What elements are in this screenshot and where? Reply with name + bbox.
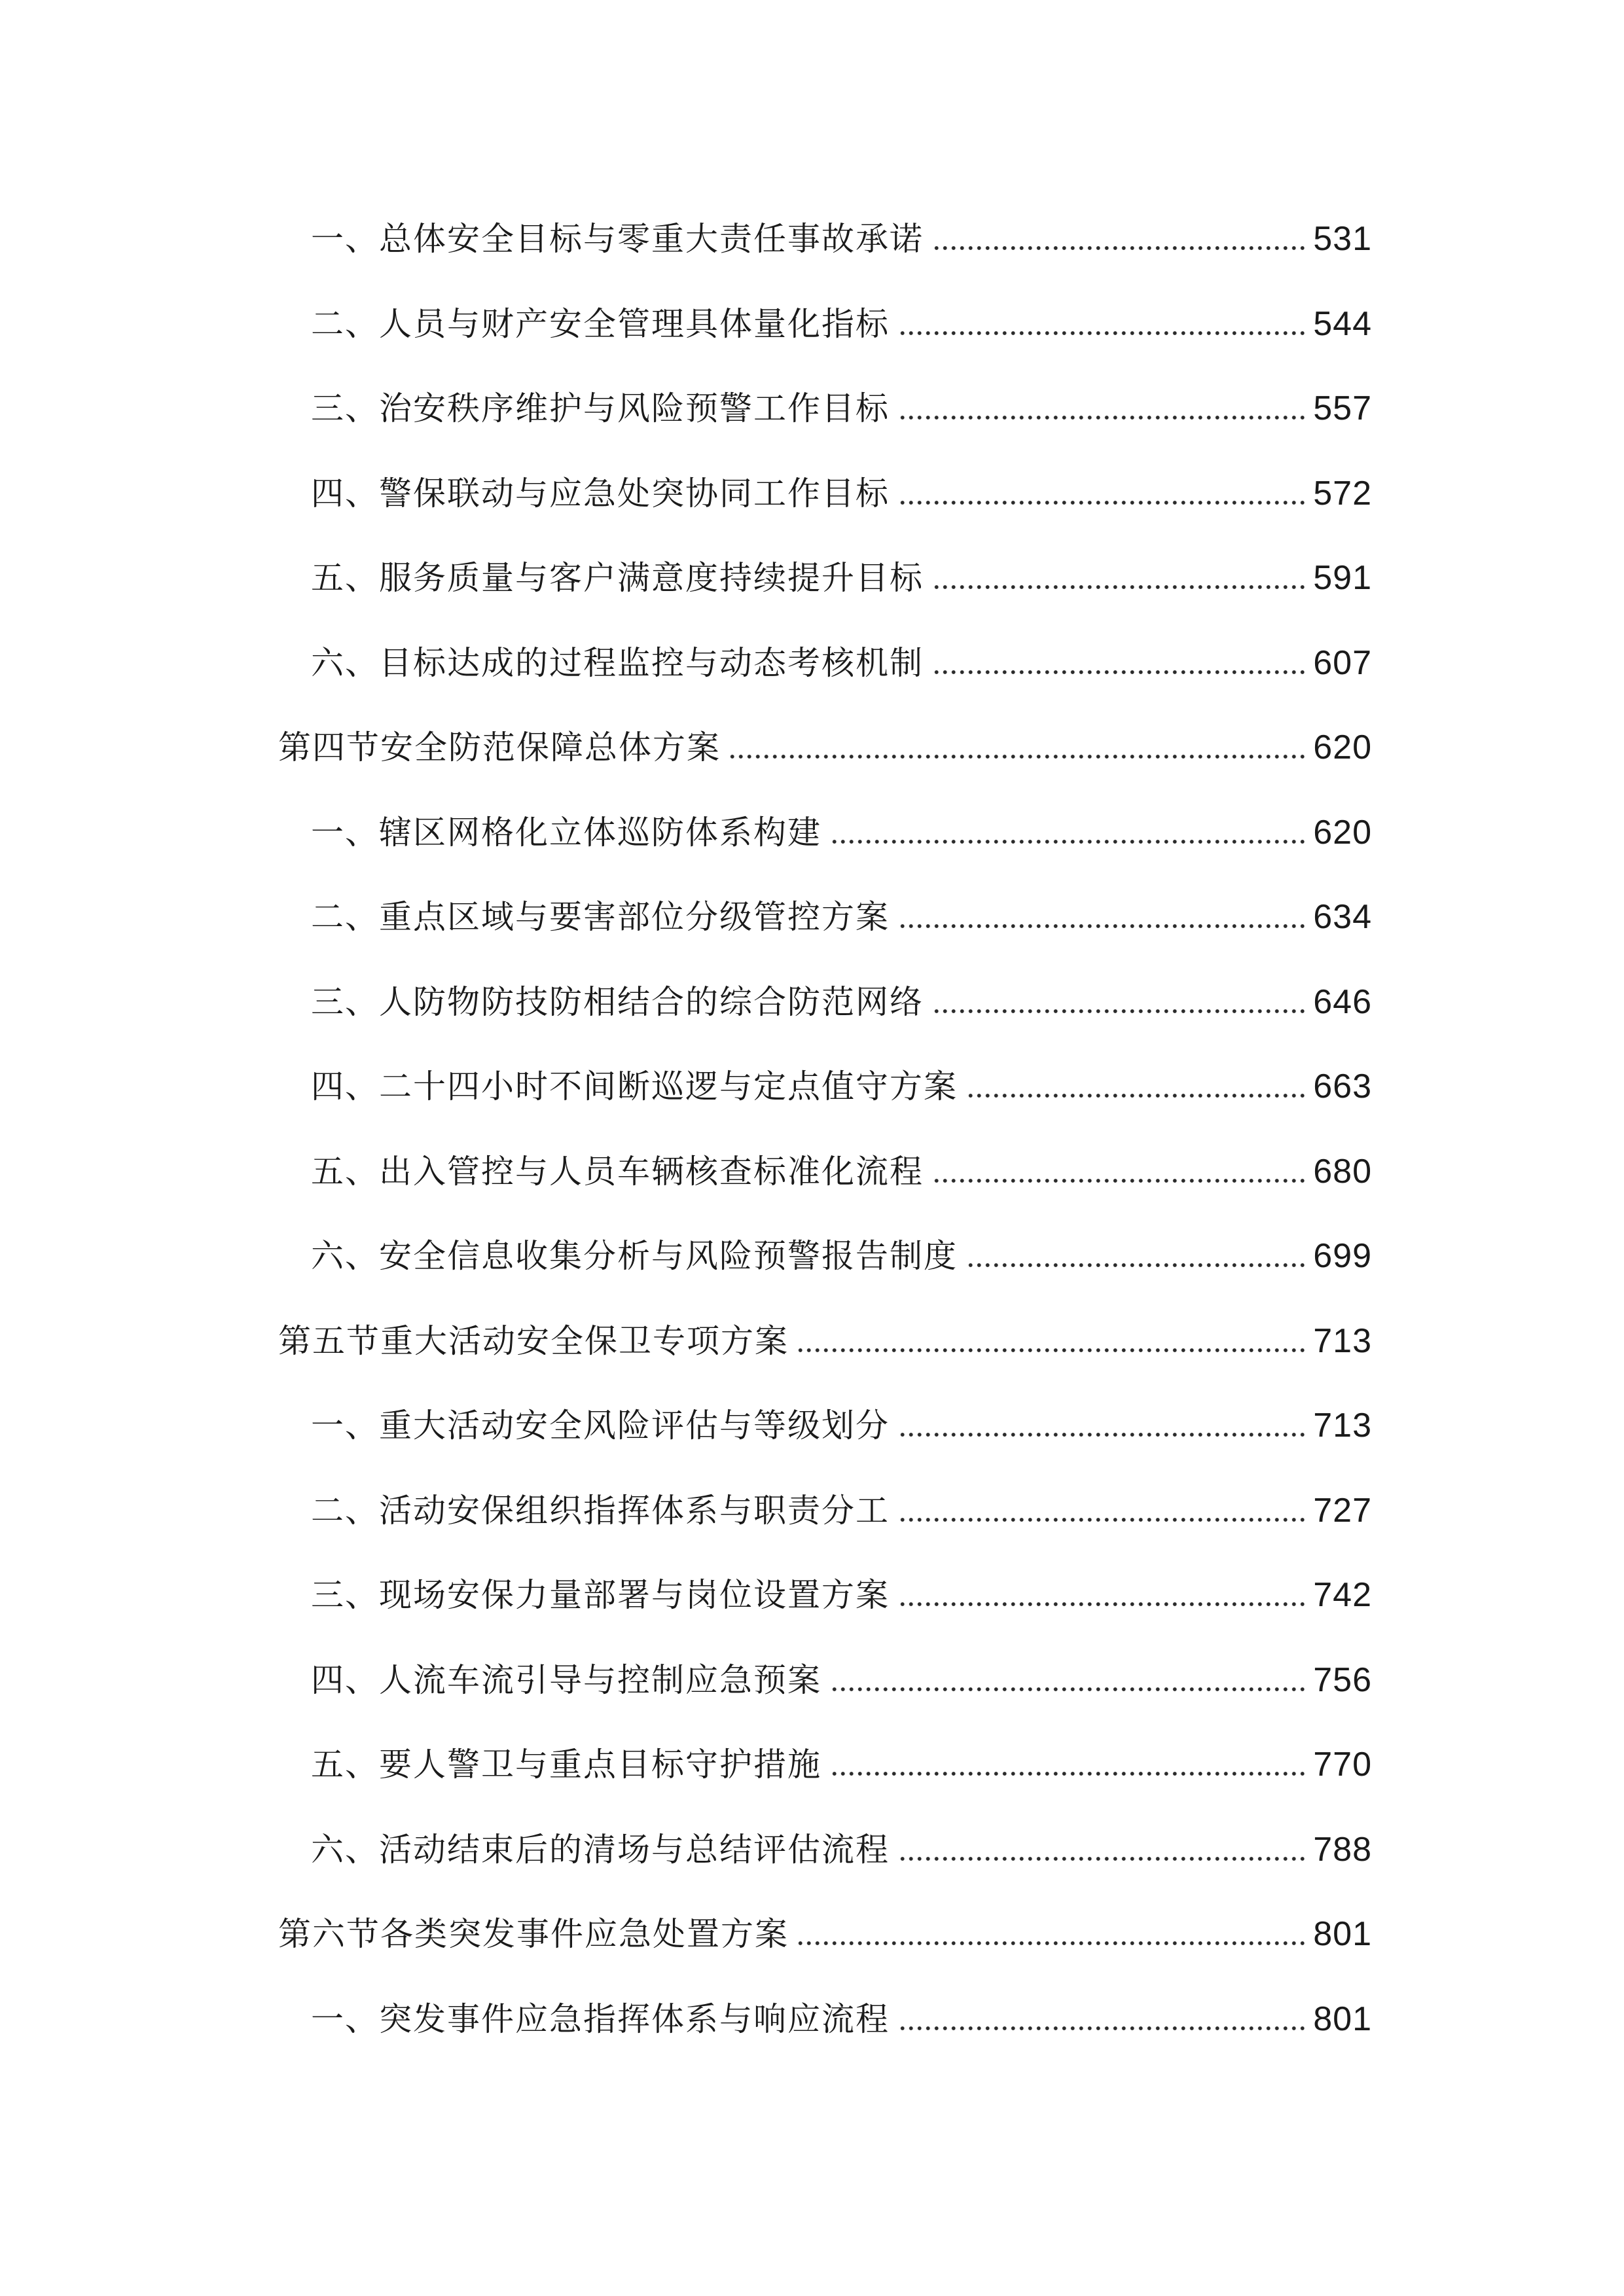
toc-entry-title: 二、重点区域与要害部位分级管控方案 xyxy=(311,898,890,936)
toc-entry[interactable] xyxy=(311,976,1372,1028)
toc-dot-leader xyxy=(933,670,1307,674)
toc-dot-leader xyxy=(933,585,1307,589)
toc-section-title: 第四节安全防范保障总体方案 xyxy=(278,728,721,766)
toc-entry-title: 一、重大活动安全风险评估与等级划分 xyxy=(311,1407,890,1444)
toc-entry[interactable] xyxy=(311,298,1372,350)
toc-entry[interactable] xyxy=(311,1484,1372,1537)
toc-page-number: 544 xyxy=(1313,305,1372,343)
toc-entry[interactable] xyxy=(311,467,1372,520)
toc-entry[interactable] xyxy=(311,1230,1372,1282)
toc-dot-leader xyxy=(967,1094,1307,1098)
toc-page-number: 801 xyxy=(1313,1915,1372,1953)
toc-entry-title: 五、要人警卫与重点目标守护措施 xyxy=(311,1746,821,1784)
toc-page-number: 742 xyxy=(1313,1576,1372,1614)
toc-entry[interactable] xyxy=(311,1145,1372,1198)
toc-section-title: 第五节重大活动安全保卫专项方案 xyxy=(278,1322,789,1360)
toc-page-number: 634 xyxy=(1313,898,1372,936)
toc-entry[interactable] xyxy=(311,213,1372,265)
toc-page-number: 531 xyxy=(1313,220,1372,258)
toc-entry[interactable] xyxy=(311,552,1372,604)
toc-entry[interactable] xyxy=(311,1738,1372,1791)
toc-entry-title: 四、警保联动与应急处突协同工作目标 xyxy=(311,475,890,512)
toc-entry[interactable] xyxy=(311,1823,1372,1876)
toc-section-entry[interactable] xyxy=(278,1908,1372,1960)
toc-dot-leader xyxy=(899,2026,1307,2030)
toc-page-number: 680 xyxy=(1313,1153,1372,1191)
toc-page-number: 572 xyxy=(1313,475,1372,512)
toc-dot-leader xyxy=(899,1857,1307,1861)
toc-page-number: 801 xyxy=(1313,2000,1372,2038)
toc-dot-leader xyxy=(899,501,1307,505)
toc-dot-leader xyxy=(798,1941,1307,1945)
toc-section-entry[interactable] xyxy=(278,1315,1372,1367)
toc-page-number: 713 xyxy=(1313,1407,1372,1444)
toc-entry[interactable] xyxy=(311,806,1372,859)
toc-entry[interactable] xyxy=(311,1569,1372,1621)
toc-dot-leader xyxy=(899,416,1307,420)
toc-dot-leader xyxy=(899,924,1307,928)
toc-entry-title: 五、出入管控与人员车辆核查标准化流程 xyxy=(311,1153,924,1191)
toc-entry[interactable] xyxy=(311,1993,1372,2045)
toc-entry[interactable] xyxy=(311,1399,1372,1452)
toc-dot-leader xyxy=(899,1602,1307,1606)
toc-page-number: 727 xyxy=(1313,1492,1372,1530)
toc-entry[interactable] xyxy=(311,1654,1372,1706)
toc-dot-leader xyxy=(933,1009,1307,1013)
toc-dot-leader xyxy=(933,1179,1307,1183)
toc-entry[interactable] xyxy=(311,891,1372,943)
toc-page-number: 770 xyxy=(1313,1746,1372,1784)
toc-entry-title: 四、人流车流引导与控制应急预案 xyxy=(311,1661,821,1699)
toc-entry[interactable] xyxy=(311,637,1372,689)
toc-dot-leader xyxy=(831,1687,1307,1691)
toc-entry-title: 一、总体安全目标与零重大责任事故承诺 xyxy=(311,220,924,258)
toc-page-number: 788 xyxy=(1313,1831,1372,1869)
toc-entry-title: 一、辖区网格化立体巡防体系构建 xyxy=(311,814,821,852)
toc-dot-leader xyxy=(798,1348,1307,1352)
toc-dot-leader xyxy=(899,1433,1307,1437)
toc-dot-leader xyxy=(831,1772,1307,1776)
toc-page-number: 646 xyxy=(1313,983,1372,1021)
toc-entry-title: 一、突发事件应急指挥体系与响应流程 xyxy=(311,2000,890,2038)
toc-page-number: 713 xyxy=(1313,1322,1372,1360)
toc-section-entry[interactable] xyxy=(278,721,1372,774)
toc-dot-leader xyxy=(730,755,1307,759)
toc-entry-title: 六、安全信息收集分析与风险预警报告制度 xyxy=(311,1237,958,1275)
toc-page-number: 663 xyxy=(1313,1067,1372,1105)
toc-entry-title: 六、目标达成的过程监控与动态考核机制 xyxy=(311,644,924,682)
toc-dot-leader xyxy=(899,331,1307,335)
toc-dot-leader xyxy=(899,1518,1307,1522)
toc-section-title: 第六节各类突发事件应急处置方案 xyxy=(278,1915,789,1953)
toc-entry-title: 二、活动安保组织指挥体系与职责分工 xyxy=(311,1492,890,1530)
toc-entry[interactable] xyxy=(311,1060,1372,1113)
toc-entry-title: 四、二十四小时不间断巡逻与定点值守方案 xyxy=(311,1067,958,1105)
toc-dot-leader xyxy=(933,246,1307,250)
toc-entry-title: 三、治安秩序维护与风险预警工作目标 xyxy=(311,389,890,427)
toc-page-number: 607 xyxy=(1313,644,1372,682)
toc-entry[interactable] xyxy=(311,382,1372,435)
toc-page-number: 699 xyxy=(1313,1237,1372,1275)
toc-dot-leader xyxy=(967,1263,1307,1267)
toc-page-number: 557 xyxy=(1313,389,1372,427)
toc-entry-title: 六、活动结束后的清场与总结评估流程 xyxy=(311,1831,890,1869)
toc-entry-title: 三、现场安保力量部署与岗位设置方案 xyxy=(311,1576,890,1614)
toc-dot-leader xyxy=(831,840,1307,844)
toc-entry-title: 三、人防物防技防相结合的综合防范网络 xyxy=(311,983,924,1021)
toc-page-number: 756 xyxy=(1313,1661,1372,1699)
toc-page-number: 620 xyxy=(1313,814,1372,852)
toc-entry-title: 二、人员与财产安全管理具体量化指标 xyxy=(311,305,890,343)
toc-entry-title: 五、服务质量与客户满意度持续提升目标 xyxy=(311,559,924,597)
toc-page-number: 620 xyxy=(1313,728,1372,766)
toc-page-number: 591 xyxy=(1313,559,1372,597)
